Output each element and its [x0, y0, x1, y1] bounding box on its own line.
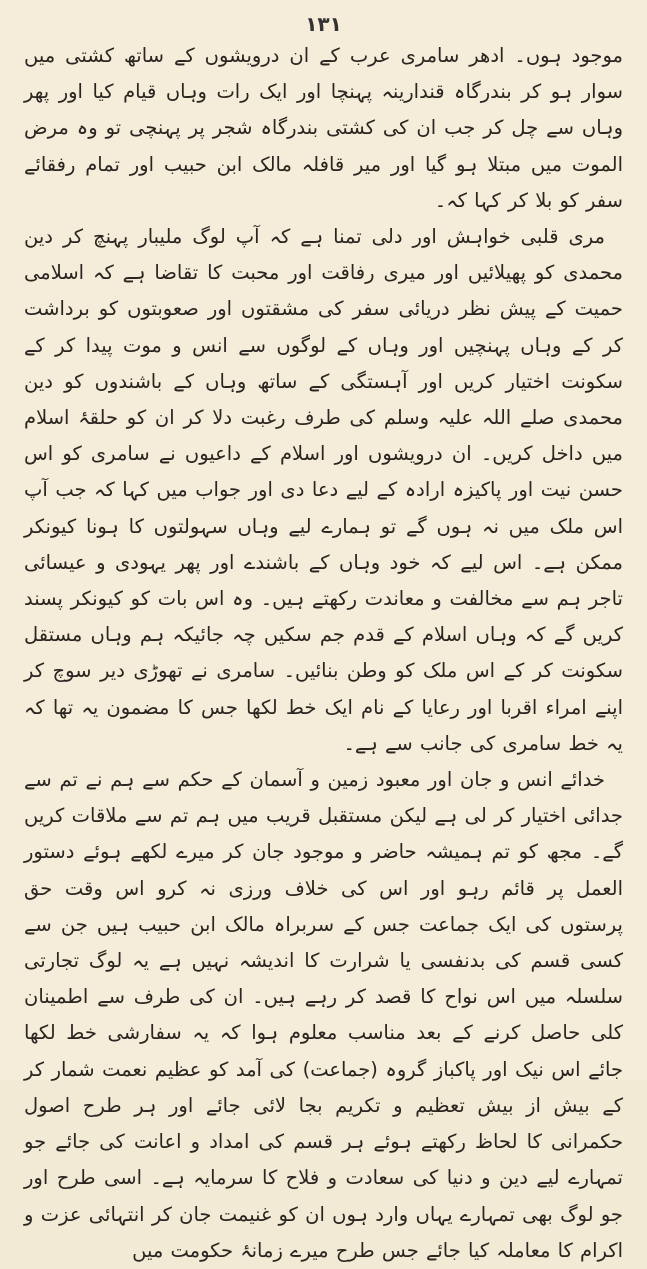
paragraph-3: خدائے انس و جان اور معبود زمین و آسمان کے حکم سے ہم نے تم سے جدائی اختیار کر لی ہے لیکن مستقبل قریب میں ہم تم سے ملاقات کریں گے۔ مجھ کو تم ہمیشہ حاضر و موجود جان کر میرے لکھے ہوئے دستور العمل پر قائم رہو اور اس کی خلاف ورزی نہ کرو اس وقت حق پرستوں کی ایک جماعت جس کے سربراہ مالک ابن حبیب ہیں جن سے کسی قسم کی بدنفسی یا شرارت کا اندیشہ نہیں ہے یہ لوگ تجارتی سلسلہ میں اس نواح کا قصد کر رہے ہیں۔ ان کی طرف سے اطمینان کلی حاصل کرنے کے بعد مناسب معلوم ہوا کہ یہ سفارشی خط لکھا جائے اس نیک اور پاکباز گروہ (جماعت) کی آمد کو عظیم نعمت شمار کر کے بیش از بیش تعظیم و تکریم بجا لائی جائے اور ہر طرح اصول حکمرانی کا لحاظ رکھتے ہوئے ہر قسم کی امداد و اعانت کی جائے جو تمہارے لیے دین و دنیا کی سعادت و فلاح کا سرمایہ ہے۔ اسی طرح اور جو لوگ بھی تمہارے یہاں وارد ہوں ان کو غنیمت جان کر انتہائی عزت و اکرام کا معاملہ کیا جائے جس طرح میرے زمانۂ حکومت میں — [24, 768, 623, 1262]
page-body — [24, 38, 623, 1269]
paragraph-1: موجود ہوں۔ ادھر سامری عرب کے ان درویشوں کے ساتھ کشتی میں سوار ہو کر بندرگاہ قندارینہ پہنچا اور ایک رات وہاں قیام کیا اور پھر وہاں سے چل کر جب ان کی کشتی بندرگاہ شجر پر پہنچی تو وہ مرض الموت میں مبتلا ہو گیا اور میر قافلہ مالک ابن حبیب اور تمام رفقائے سفر کو بلا کر کہا کہ۔ — [24, 44, 623, 212]
page-number: ١٣١ — [305, 12, 342, 36]
paragraph-2: مری قلبی خواہش اور دلی تمنا ہے کہ آپ لوگ ملیبار پہنچ کر دین محمدی کو پھیلائیں اور میری رفاقت اور محبت کا تقاضا ہے کہ اسلامی حمیت کے پیش نظر دریائی سفر کی مشقتوں اور صعوبتوں کو برداشت کر کے وہاں پہنچیں اور وہاں کے لوگوں سے انس و موت پیدا کر کے سکونت اختیار کریں اور آہستگی کے ساتھ وہاں کے باشندوں کو دین محمدی صلے اللہ علیہ وسلم کی طرف رغبت دلا کر ان کو حلقۂ اسلام میں داخل کریں۔ ان درویشوں اور اسلام کے داعیوں نے سامری کو اس حسن نیت اور پاکیزہ ارادہ کے لیے دعا دی اور جواب میں کہا کہ جب آپ اس ملک میں نہ ہوں گے تو ہمارے لیے وہاں سہولتوں کا ہونا کیونکر ممکن ہے۔ اس لیے کہ خود وہاں کے باشندے اور پھر یہودی و عیسائی تاجر ہم سے مخالفت و معاندت رکھتے ہیں۔ وہ اس بات کو کیونکر پسند کریں گے کہ وہاں اسلام کے قدم جم سکیں چہ جائیکہ ہم وہاں مستقل سکونت کر کے اس ملک کو وطن بنائیں۔ سامری نے تھوڑی دیر سوچ کر اپنے امراء اقربا اور رعایا کے نام ایک خط لکھا جس کا مضمون یہ تھا کہ یہ خط سامری کی جانب سے ہے۔ — [24, 225, 623, 755]
